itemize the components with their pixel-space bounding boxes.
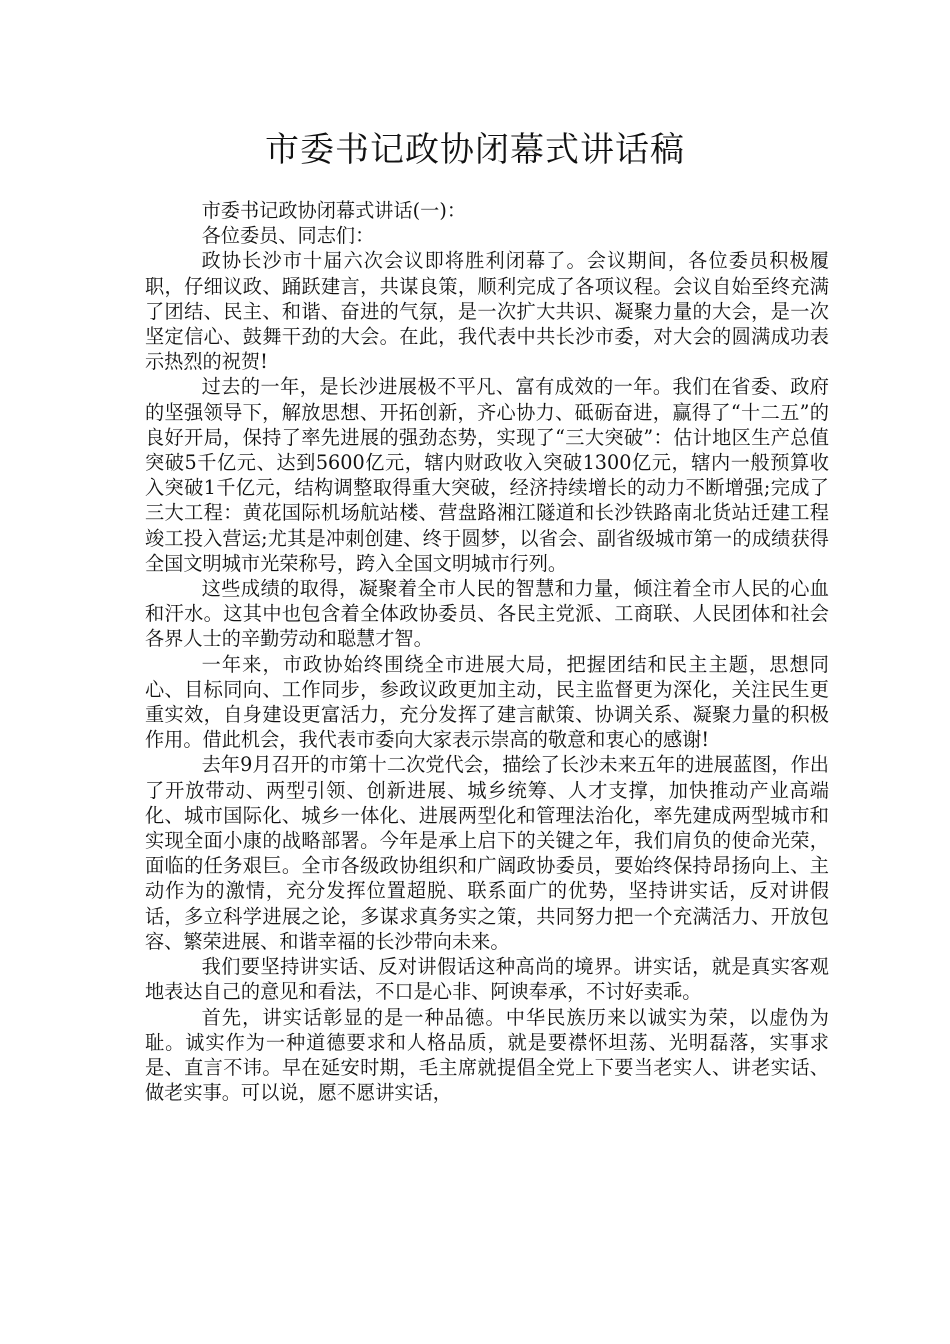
paragraph: 市委书记政协闭幕式讲话(一)： bbox=[201, 199, 467, 222]
paragraph: 政协长沙市十届六次会议即将胜利闭幕了。会议期间，各位委员积极履职，仔细议政、踊跃建言，共谋良策，顺利完成了各项议程。会议自始至终充满了团结、民主、和谐、奋进的气氛，是一次扩大共识、凝聚力量的大会，是一次坚定信心、鼓舞干劲的大会。在此，我代表中共长沙市委，对大会的圆满成功表示热烈的祝贺! bbox=[145, 249, 829, 374]
document-body bbox=[145, 198, 829, 1105]
paragraph: 这些成绩的取得，凝聚着全市人民的智慧和力量，倾注着全市人民的心血和汗水。这其中也包含着全体政协委员、各民主党派、工商联、人民团体和社会各界人士的辛勤劳动和聪慧才智。 bbox=[145, 577, 829, 651]
paragraph: 我们要坚持讲实话、反对讲假话这种高尚的境界。讲实话，就是真实客观地表达自己的意见和看法，不口是心非、阿谀奉承，不讨好卖乖。 bbox=[145, 955, 829, 1004]
document-title: 市委书记政协闭幕式讲话稿 bbox=[265, 130, 685, 170]
paragraph: 一年来，市政协始终围绕全市进展大局，把握团结和民主主题，思想同心、目标同向、工作同步，参政议政更加主动，民主监督更为深化，关注民生更重实效，自身建设更富活力，充分发挥了建言献策、协调关系、凝聚力量的积极作用。借此机会，我代表市委向大家表示崇高的敬意和衷心的感谢! bbox=[145, 652, 829, 752]
paragraph: 首先，讲实话彰显的是一种品德。中华民族历来以诚实为荣，以虚伪为耻。诚实作为一种道德要求和人格品质，就是要襟怀坦荡、光明磊落，实事求是、直言不讳。早在延安时期，毛主席就提倡全党上下要当老实人、讲老实话、做老实事。可以说，愿不愿讲实话， bbox=[145, 1005, 829, 1105]
paragraph: 过去的一年，是长沙进展极不平凡、富有成效的一年。我们在省委、政府的坚强领导下，解放思想、开拓创新，齐心协力、砥砺奋进，赢得了“十二五”的良好开局，保持了率先进展的强劲态势，实现了“三大突破”：估计地区生产总值突破5千亿元、达到5600亿元，辖内财政收入突破1300亿元，辖内一般预算收入突破1千亿元，结构调整取得重大突破，经济持续增长的动力不断增强;完成了三大工程：黄花国际机场航站楼、营盘路湘江隧道和长沙铁路南北货站迁建工程竣工投入营运;尤其是冲刺创建、终于圆梦，以省会、副省级城市第一的成绩获得全国文明城市光荣称号，跨入全国文明城市行列。 bbox=[145, 375, 829, 575]
paragraph: 各位委员、同志们： bbox=[201, 224, 375, 248]
paragraph: 去年9月召开的市第十二次党代会，描绘了长沙未来五年的进展蓝图，作出了开放带动、两型引领、创新进展、城乡统筹、人才支撑，加快推动产业高端化、城市国际化、城乡一体化、进展两型化和管理法治化，率先建成两型城市和实现全面小康的战略部署。今年是承上启下的关键之年，我们肩负的使命光荣，面临的任务艰巨。全市各级政协组织和广阔政协委员，要始终保持昂扬向上、主动作为的激情，充分发挥位置超脱、联系面广的优势，坚持讲实话，反对讲假话，多立科学进展之论，多谋求真务实之策，共同努力把一个充满活力、开放包容、繁荣进展、和谐幸福的长沙带向未来。 bbox=[145, 753, 829, 953]
